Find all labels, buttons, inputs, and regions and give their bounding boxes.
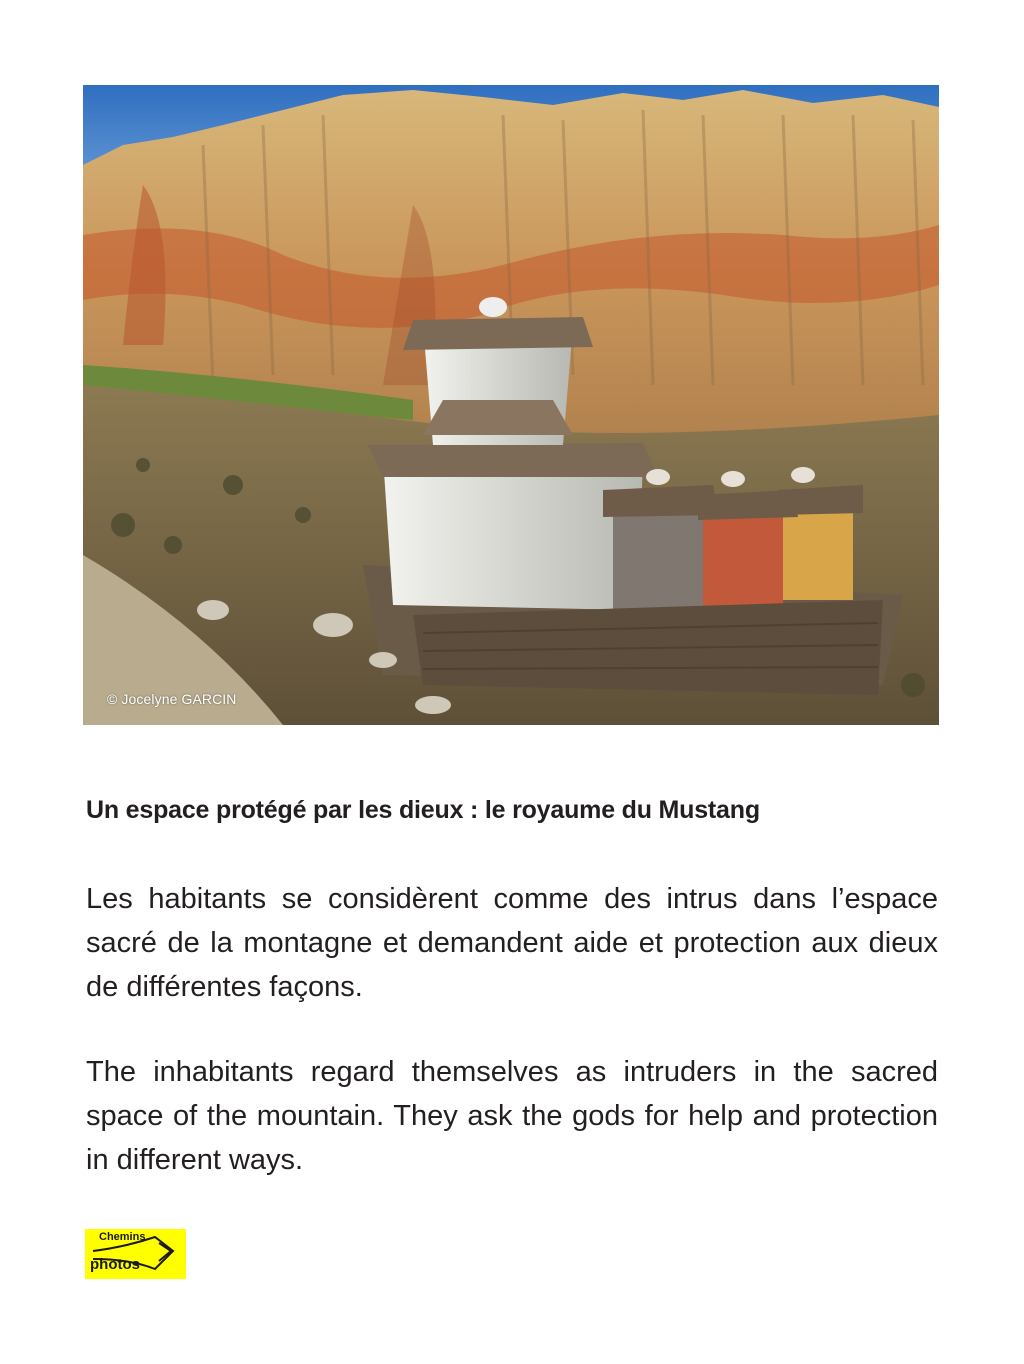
photo-credit: © Jocelyne GARCIN xyxy=(107,691,237,707)
logo-bottom-text: photos xyxy=(90,1256,140,1273)
logo-top-text: Chemins xyxy=(99,1231,146,1243)
english-paragraph: The inhabitants regard themselves as intruders in the sacred space of the mountain. They ask the gods for help and protection in different ways. xyxy=(86,1056,938,1176)
section-title: Un espace protégé par les dieux : le royaume du Mustang xyxy=(86,796,760,824)
landscape-illustration xyxy=(83,85,939,725)
chemins-photos-logo xyxy=(85,1229,186,1279)
french-paragraph: Les habitants se considèrent comme des intrus dans l’espace sacré de la montagne et demandent aide et protection aux dieux de différentes façons. xyxy=(86,883,938,1003)
stupa-photo xyxy=(83,85,939,725)
